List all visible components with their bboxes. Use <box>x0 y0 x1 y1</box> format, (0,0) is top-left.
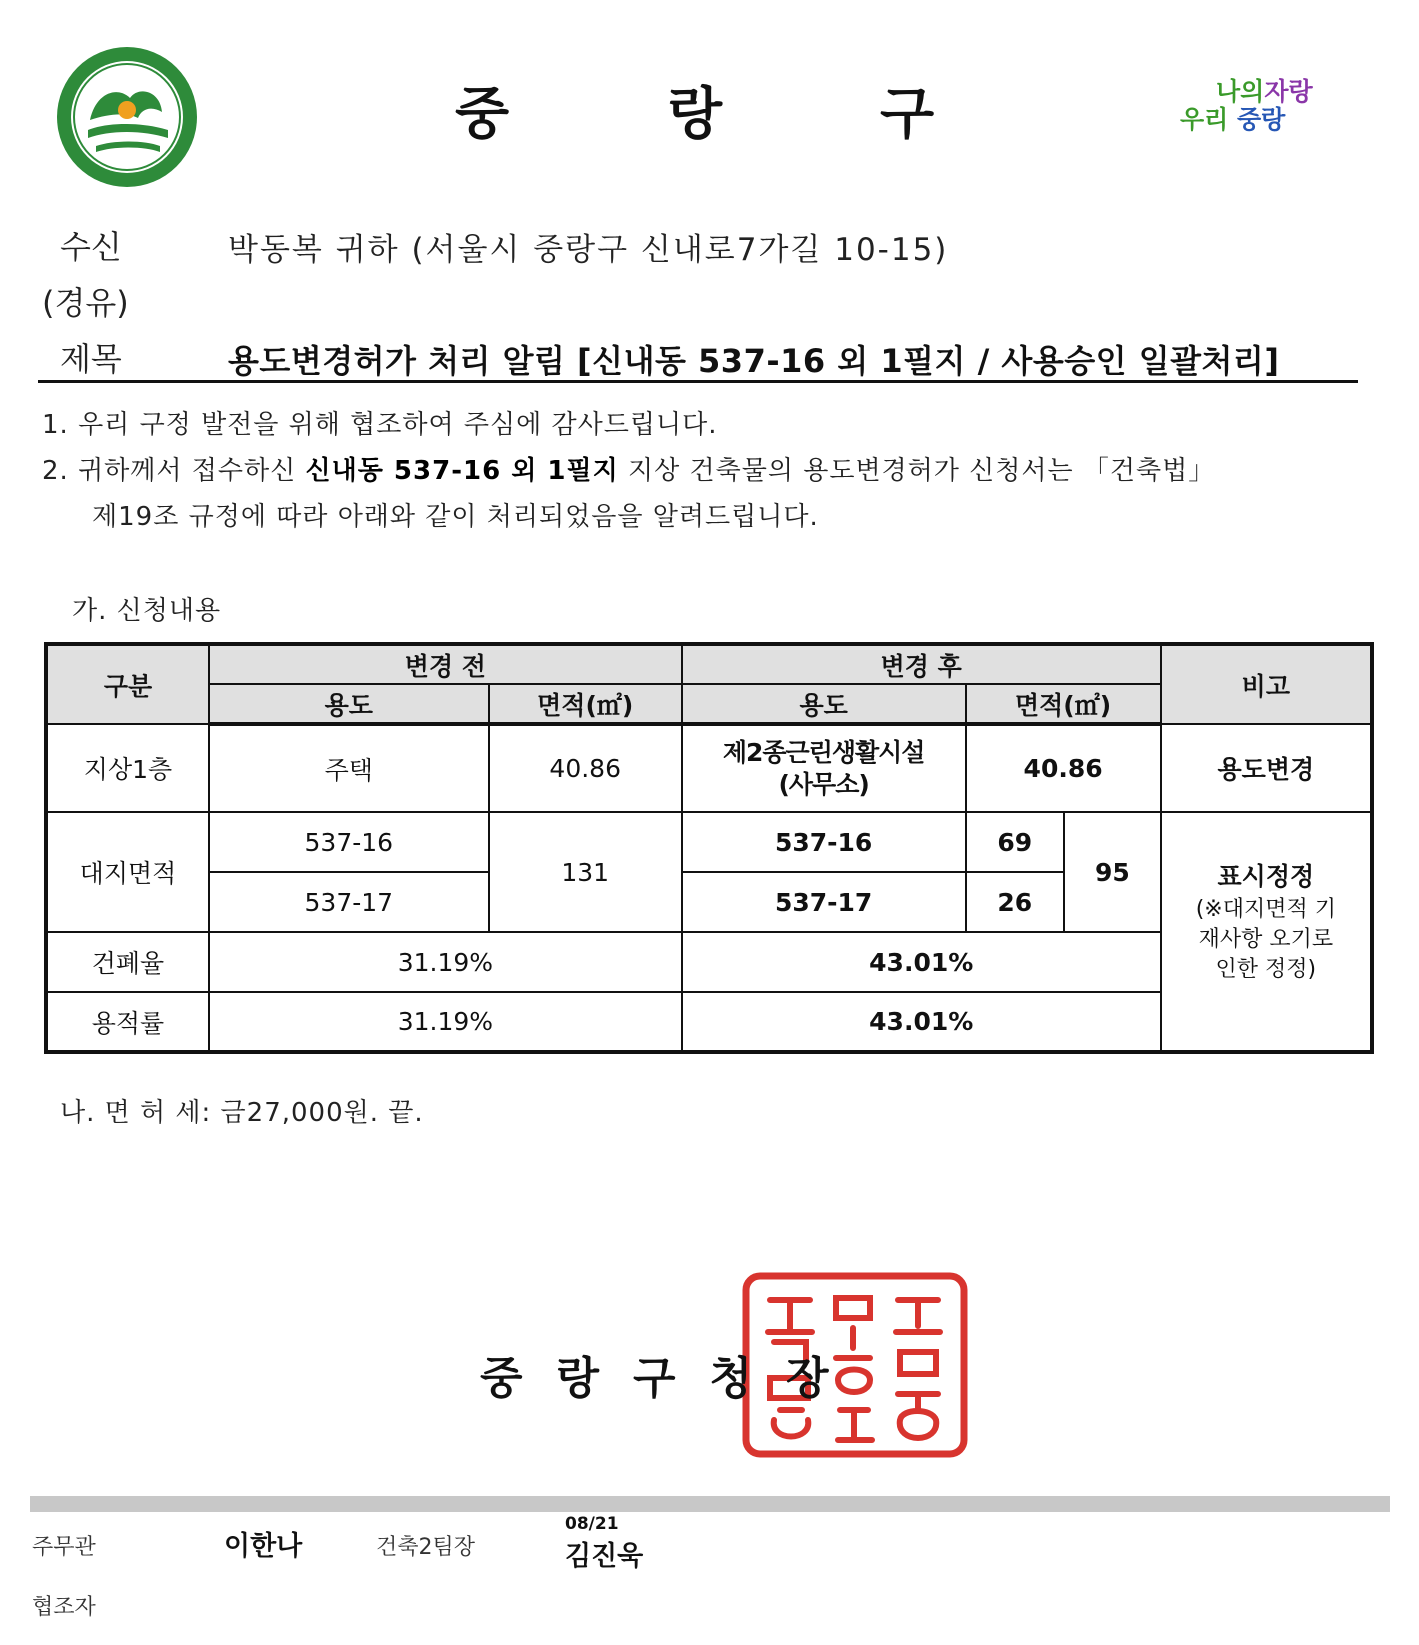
section-b-text: 나. 면 허 세: 금27,000원. 끝. <box>60 1098 424 1128</box>
officer-label: 주무관 <box>32 1535 96 1560</box>
header-after-area: 면적(㎡) <box>966 684 1161 724</box>
slogan-text: 자랑 <box>1264 77 1313 106</box>
paragraph-2-text: 2. 귀하께서 접수하신 <box>42 456 306 486</box>
signature-title: 중랑구청장 <box>480 1353 863 1404</box>
slogan-text: 나의 <box>1216 77 1265 106</box>
cell: 537-17 <box>209 872 489 932</box>
row-label: 용적률 <box>46 992 209 1052</box>
header-before-use: 용도 <box>209 684 489 724</box>
footer-bar <box>30 1496 1390 1512</box>
subject-label: 제목 <box>60 340 122 378</box>
cell: 26 <box>966 872 1065 932</box>
cell: 31.19% <box>209 932 682 992</box>
table-row <box>46 812 1372 872</box>
remark-note: (※대지면적 기재사항 오기로 인한 정정) <box>1195 897 1336 982</box>
cell-text: 제2종근린생활시설 <box>722 737 925 767</box>
paragraph-2-text: 지상 건축물의 용도변경허가 신청서는 「건축법」 <box>618 456 1216 486</box>
slogan-text: 우리 <box>1180 105 1229 134</box>
via-label: (경유) <box>42 284 129 322</box>
subject-value: 용도변경허가 처리 알림 [신내동 537-16 외 1필지 / 사용승인 일괄처리] <box>228 342 1280 380</box>
cell: 69 <box>966 812 1065 872</box>
row-label: 건폐율 <box>46 932 209 992</box>
header-before-area: 면적(㎡) <box>489 684 682 724</box>
remark-title: 표시정정 <box>1217 862 1315 891</box>
cell-remark <box>1161 812 1372 1052</box>
paragraph-2-line2: 제19조 규정에 따라 아래와 같이 처리되었음을 알려드립니다. <box>92 502 819 532</box>
cell: 43.01% <box>682 992 1161 1052</box>
cell: 95 <box>1064 812 1161 932</box>
paragraph-1: 1. 우리 구정 발전을 위해 협조하여 주심에 감사드립니다. <box>42 410 718 440</box>
slogan-text: 중랑 <box>1237 105 1286 134</box>
paragraph-2-bold: 신내동 537-16 외 1필지 <box>305 456 619 486</box>
header-category: 구분 <box>46 644 209 724</box>
recipient-label: 수신 <box>60 228 122 266</box>
header-after: 변경 후 <box>682 644 1161 684</box>
cell: 40.86 <box>966 724 1161 812</box>
slogan-logo <box>1180 78 1330 134</box>
team-date: 08/21 <box>565 1514 619 1534</box>
officer-name: 이한나 <box>224 1531 303 1562</box>
cell: 31.19% <box>209 992 682 1052</box>
team-label: 건축2팀장 <box>376 1535 476 1560</box>
cell: 43.01% <box>682 932 1161 992</box>
cell: 주택 <box>209 724 489 812</box>
header-remark: 비고 <box>1161 644 1372 724</box>
row-label: 대지면적 <box>46 812 209 932</box>
cell <box>682 724 966 812</box>
cell: 40.86 <box>489 724 682 812</box>
cell: 131 <box>489 812 682 932</box>
section-a-heading: 가. 신청내용 <box>72 596 222 626</box>
application-table <box>44 642 1374 1054</box>
org-title-char: 랑 <box>668 82 727 147</box>
divider <box>38 380 1358 383</box>
cell-remark: 용도변경 <box>1161 724 1372 812</box>
header-before: 변경 전 <box>209 644 682 684</box>
cooperator-label: 협조자 <box>32 1595 96 1620</box>
team-name: 김진욱 <box>565 1541 644 1572</box>
cell: 537-16 <box>682 812 966 872</box>
paragraph-2 <box>42 450 1215 487</box>
cell: 537-16 <box>209 812 489 872</box>
recipient-value: 박동복 귀하 (서울시 중랑구 신내로7가길 10-15) <box>228 232 949 268</box>
cell: 537-17 <box>682 872 966 932</box>
row-label: 지상1층 <box>46 724 209 812</box>
org-title-char: 구 <box>880 82 939 147</box>
district-logo <box>52 42 202 192</box>
cell-text: (사무소) <box>778 769 869 799</box>
table-row <box>46 724 1372 812</box>
org-title-char: 중 <box>455 82 514 147</box>
header-after-use: 용도 <box>682 684 966 724</box>
